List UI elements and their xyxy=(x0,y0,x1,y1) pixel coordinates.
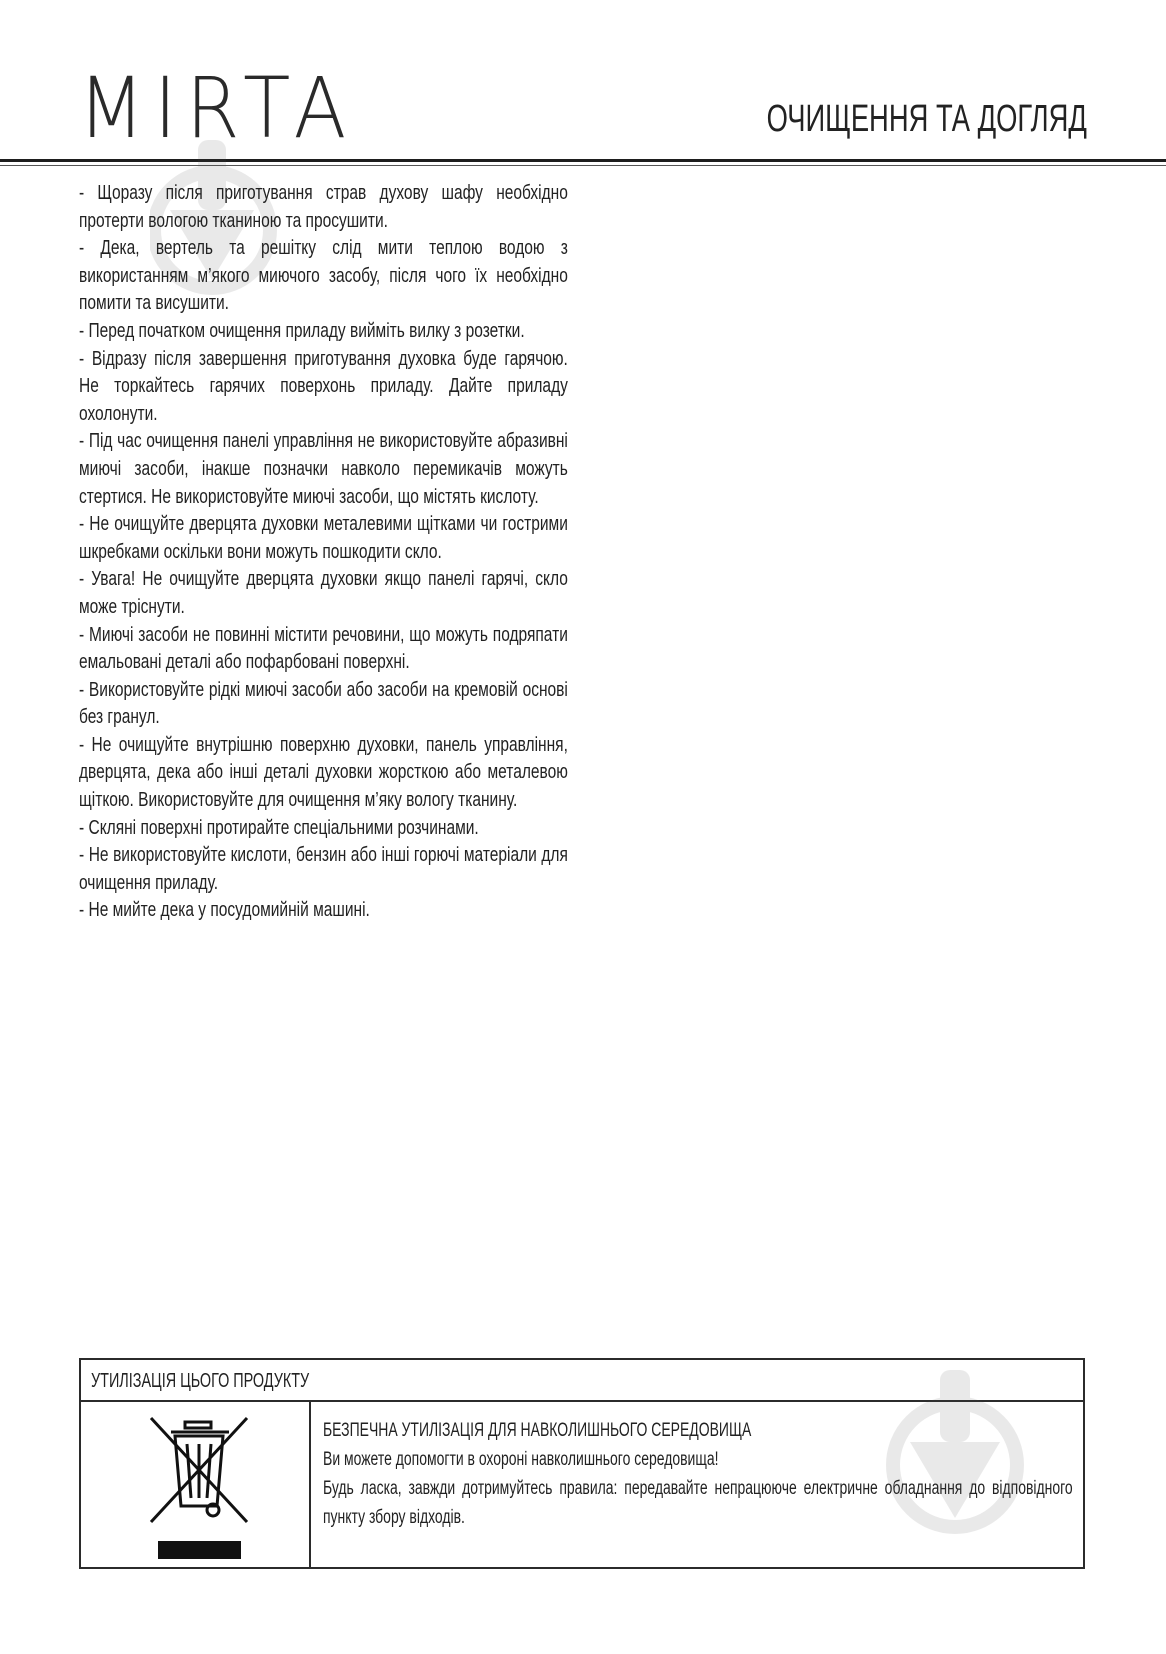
disposal-icon-cell xyxy=(81,1402,311,1567)
instruction-item: - Під час очищення панелі управління не використовуйте абразивні миючі засоби, інакше позначки навколо перемикачів можуть стертися. Не використовуйте миючі засоби, що містять кислоту. xyxy=(79,430,568,508)
instruction-item: - Використовуйте рідкі миючі засоби або засоби на кремовій основі без гранул. xyxy=(79,678,568,729)
watermark-icon xyxy=(880,1370,1030,1540)
disposal-title: УТИЛІЗАЦІЯ ЦЬОГО ПРОДУКТУ xyxy=(91,1370,310,1392)
disposal-line-2: Будь ласка, завжди дотримуйтесь правила: передавайте непрацююче електричне обладнання до відповідного пункту збору відходів. xyxy=(323,1478,1073,1528)
instruction-item: - Увага! Не очищуйте дверцята духовки якщо панелі гарячі, скло може тріснути. xyxy=(79,568,568,618)
instruction-item: - Не використовуйте кислоти, бензин або інші горючі матеріали для очищення приладу. xyxy=(79,844,568,894)
disposal-heading: БЕЗПЕЧНА УТИЛІЗАЦІЯ ДЛЯ НАВКОЛИШНЬОГО СЕРЕДОВИЩА xyxy=(323,1420,752,1441)
instruction-item: - Щоразу після приготування страв духову шафу необхідно протерти вологою тканиною та просушити. xyxy=(79,182,568,232)
section-title: ОЧИЩЕННЯ ТА ДОГЛЯД xyxy=(766,98,1087,140)
instruction-item: - Не очищуйте дверцята духовки металевими щітками чи гострими шкребками оскільки вони можуть пошкодити скло. xyxy=(79,513,568,563)
instruction-item: - Дека, вертель та решітку слід мити теплою водою з використанням м’якого миючого засобу, після чого їх необхідно помити та висушити. xyxy=(79,237,568,315)
instruction-item: - Перед початком очищення приладу вийміть вилку з розетки. xyxy=(79,319,525,342)
brand-logo: MIRTA xyxy=(78,59,356,157)
cleaning-instructions xyxy=(79,180,568,925)
instruction-item: - Не очищуйте внутрішню поверхню духовки, панель управління, дверцята, дека або інші деталі духовки жорсткою або металевою щіткою. Використовуйте для очищення м’яку вологу тканину. xyxy=(79,733,568,812)
instruction-item: - Відразу після завершення приготування духовка буде гарячою. Не торкайтесь гарячих поверхонь приладу. Дайте приладу охолонути. xyxy=(79,347,568,425)
disposal-line-1: Ви можете допомогти в охороні навколишнього середовища! xyxy=(323,1449,719,1470)
instruction-item: - Миючі засоби не повинні містити речовини, що можуть подряпати емальовані деталі або пофарбовані поверхні. xyxy=(79,623,568,674)
crossed-out-wheelie-bin-icon xyxy=(147,1414,251,1529)
instruction-item: - Скляні поверхні протирайте спеціальними розчинами. xyxy=(79,816,479,839)
bin-underline-bar xyxy=(158,1541,241,1559)
instruction-item: - Не мийте дека у посудомийній машині. xyxy=(79,899,370,922)
